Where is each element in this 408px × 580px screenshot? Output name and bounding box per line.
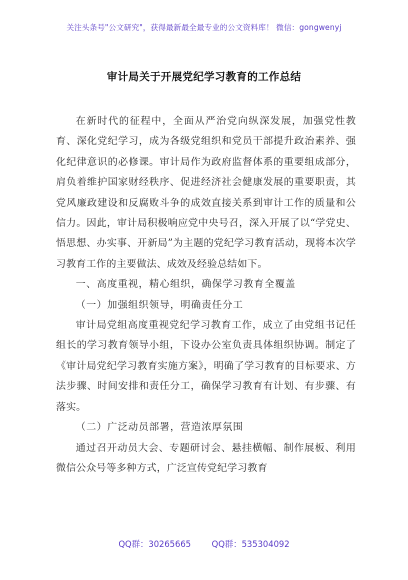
qq-group-1: QQ群：30265665 [118, 539, 191, 549]
document-title: 审计局关于开展党纪学习教育的工作总结 [106, 71, 302, 83]
section-heading: 一、高度重视，精心组织，确保学习教育全覆盖 [75, 279, 296, 291]
subsection-paragraph: 通过召开动员大会、专题研讨会、悬挂横幅、制作展板、利用微信公众号等多种方式，广泛宣传党纪学习教育 [56, 442, 356, 474]
qq-group-2: QQ群：535304092 [211, 539, 290, 549]
document-body [56, 112, 356, 479]
intro-paragraph: 在新时代的征程中，全面从严治党向纵深发展，加强党性教育、深化党纪学习，成为各级党组织和党员干部提升政治素养、强化纪律意识的必修课。审计局作为政府监督体系的重要组成部分，肩负着维护国家财经秩序、促进经济社会健康发展的重要职责，其党风廉政建设和反腐败斗争的成效直接关系到审计工作的质量和公信力。因此，审计局积极响应党中央号召，深入开展了以“学党史、悟思想、办实事、开新局”为主题的党纪学习教育活动，现将本次学习教育工作的主要做法、成效及经验总结如下。 [56, 116, 356, 270]
promo-banner: 关注头条号"公文研究"，获得最新最全最专业的公文资料库！ 微信：gongwenyj [66, 23, 342, 32]
subsection-heading: （二）广泛动员部署，营造浓厚氛围 [75, 422, 244, 434]
subsection-paragraph: 审计局党组高度重视党纪学习教育工作，成立了由党组书记任组长的学习教育领导小组，下设办公室负责具体组织协调。制定了《审计局党纪学习教育实施方案》，明确了学习教育的目标要求、方法步骤、时间安排和责任分工，确保学习教育有计划、有步骤、有落实。 [56, 320, 356, 413]
subsection-heading: （一）加强组织领导，明确责任分工 [75, 299, 244, 311]
footer-contacts [0, 538, 408, 550]
